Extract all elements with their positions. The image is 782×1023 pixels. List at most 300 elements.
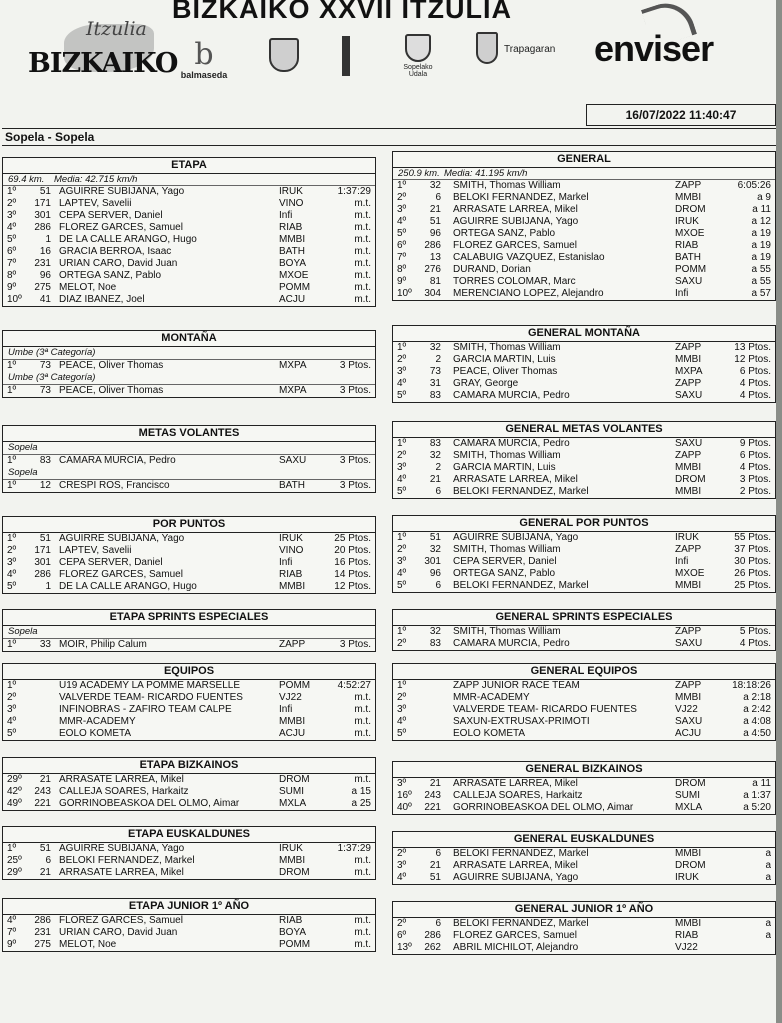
rider-name: AGUIRRE SUBIJANA, Yago	[59, 533, 185, 544]
table-title: ETAPA BIZKAINOS	[3, 758, 375, 774]
table-row	[3, 774, 375, 786]
rider-name: LAPTEV, Savelii	[59, 198, 132, 209]
position: 1º	[7, 639, 17, 650]
rider-name: GARCIA MARTIN, Luis	[453, 462, 556, 473]
bib-number: 171	[34, 198, 51, 209]
position: 29º	[7, 774, 22, 785]
result-value: 3 Ptos.	[339, 385, 371, 396]
position: 1º	[7, 385, 17, 396]
table-row	[3, 680, 375, 692]
bib-number: 51	[39, 186, 51, 197]
rider-name: GARCIA MARTIN, Luis	[453, 354, 556, 365]
bib-number: 83	[39, 455, 51, 466]
table-title: ETAPA EUSKALDUNES	[3, 827, 375, 843]
bib-number: 6	[45, 855, 51, 866]
table-row	[3, 557, 375, 569]
result-value: a 25	[351, 798, 371, 809]
table-row	[393, 216, 775, 228]
result-value: 4 Ptos.	[739, 638, 771, 649]
team-code: DROM	[279, 774, 310, 785]
team-code: SUMI	[279, 786, 304, 797]
bib-number: 286	[424, 240, 441, 251]
team-code: RIAB	[675, 930, 699, 941]
position: 10º	[7, 294, 22, 305]
rider-name: ARRASATE LARREA, Mikel	[453, 778, 578, 789]
team-code: POMM	[279, 680, 311, 691]
table-row	[393, 252, 775, 264]
team-code: MMBI	[279, 581, 306, 592]
table-row	[393, 204, 775, 216]
rider-name: AGUIRRE SUBIJANA, Yago	[59, 186, 185, 197]
result-value: 6 Ptos.	[739, 450, 771, 461]
team-code: POMM	[279, 939, 311, 950]
table-row	[3, 282, 375, 294]
rider-name: ARRASATE LARREA, Mikel	[453, 474, 578, 485]
position: 4º	[7, 222, 17, 233]
table-general-metas-volantes	[392, 421, 776, 499]
result-value: 4 Ptos.	[739, 390, 771, 401]
rider-name: LAPTEV, Savelii	[59, 545, 132, 556]
team-code: MMBI	[675, 848, 702, 859]
bib-number: 51	[39, 533, 51, 544]
position: 1º	[7, 533, 17, 544]
bib-number: 16	[39, 246, 51, 257]
table-info	[393, 168, 775, 180]
table-general	[392, 151, 776, 301]
team-code: ZAPP	[675, 180, 702, 191]
table-row	[393, 366, 775, 378]
rider-name: DE LA CALLE ARANGO, Hugo	[59, 581, 197, 592]
table-row	[393, 638, 775, 650]
bib-number: 12	[39, 480, 51, 491]
result-value: a 19	[751, 228, 771, 239]
bib-number: 21	[39, 867, 51, 878]
rider-name: AGUIRRE SUBIJANA, Yago	[59, 843, 185, 854]
rider-name: MOIR, Philip Calum	[59, 639, 147, 650]
position: 13º	[397, 942, 412, 953]
position: 3º	[397, 860, 407, 871]
team-code: MXOE	[675, 568, 705, 579]
rider-name: VALVERDE TEAM- RICARDO FUENTES	[453, 704, 637, 715]
table-row	[393, 848, 775, 860]
team-code: DROM	[675, 860, 706, 871]
position: 1º	[7, 360, 17, 371]
table-row	[393, 930, 775, 942]
bib-number: 301	[34, 210, 51, 221]
result-value: 3 Ptos.	[339, 480, 371, 491]
position: 5º	[397, 728, 407, 739]
balmaseda-b-icon: b	[194, 37, 214, 72]
bib-number: 83	[429, 638, 441, 649]
bib-number: 32	[429, 450, 441, 461]
position: 5º	[397, 580, 407, 591]
team-code: Infi	[279, 557, 293, 568]
table-row	[393, 860, 775, 872]
table-general-por-puntos	[392, 515, 776, 593]
result-value: m.t.	[354, 939, 371, 950]
team-code: SAXU	[675, 276, 703, 287]
result-value: m.t.	[354, 927, 371, 938]
rider-name: TORRES COLOMAR, Marc	[453, 276, 576, 287]
position: 25º	[7, 855, 22, 866]
result-value: 6:05:26	[737, 180, 771, 191]
position: 6º	[7, 246, 17, 257]
team-code: MMBI	[279, 716, 306, 727]
rider-name: ARRASATE LARREA, Mikel	[453, 204, 578, 215]
table-row	[393, 626, 775, 638]
table-row	[3, 186, 375, 198]
table-row	[3, 294, 375, 306]
bib-number: 171	[34, 545, 51, 556]
table-row	[393, 942, 775, 954]
table-general-euskaldunes	[392, 831, 776, 885]
position: 6º	[397, 240, 407, 251]
result-value: a 12	[751, 216, 771, 227]
team-code: ZAPP	[675, 378, 702, 389]
position: 5º	[7, 234, 17, 245]
table-row	[393, 228, 775, 240]
result-value: m.t.	[354, 210, 371, 221]
rider-name: FLOREZ GARCES, Samuel	[453, 930, 577, 941]
rider-name: URIAN CARO, David Juan	[59, 258, 178, 269]
distance: 250.9 km.	[398, 168, 440, 179]
team-code: POMM	[675, 264, 707, 275]
position: 42º	[7, 786, 22, 797]
result-value: a 55	[751, 264, 771, 275]
rider-name: GRACIA BERROA, Isaac	[59, 246, 172, 257]
bib-number: 21	[429, 860, 441, 871]
result-value: a 5:20	[743, 802, 771, 813]
table-info	[3, 174, 375, 186]
result-value: a 11	[752, 204, 771, 215]
rider-name: URIAN CARO, David Juan	[59, 927, 178, 938]
bib-number: 32	[429, 342, 441, 353]
rider-name: EOLO KOMETA	[453, 728, 526, 739]
team-code: DROM	[675, 474, 706, 485]
rider-name: CALABUIG VAZQUEZ, Estanislao	[453, 252, 605, 263]
team-code: MMBI	[675, 486, 702, 497]
position: 2º	[7, 198, 17, 209]
result-value: m.t.	[354, 728, 371, 739]
result-value: a 55	[751, 276, 771, 287]
team-code: RIAB	[675, 240, 699, 251]
table-general-equipos	[392, 663, 776, 741]
position: 1º	[7, 455, 17, 466]
rider-name: MMR-ACADEMY	[453, 692, 530, 703]
rider-name: BELOKI FERNANDEZ, Markel	[59, 855, 195, 866]
bib-number: 6	[435, 580, 441, 591]
rider-name: EOLO KOMETA	[59, 728, 132, 739]
result-value: 4 Ptos.	[739, 462, 771, 473]
rider-name: U19 ACADEMY LA POMME MARSELLE	[59, 680, 240, 691]
bib-number: 301	[34, 557, 51, 568]
result-value: 18:18:26	[732, 680, 771, 691]
position: 2º	[7, 692, 17, 703]
team-code: VJ22	[675, 942, 698, 953]
rider-name: SMITH, Thomas William	[453, 180, 561, 191]
rider-name: ZAPP JUNIOR RACE TEAM	[453, 680, 580, 691]
bib-number: 31	[429, 378, 441, 389]
position: 29º	[7, 867, 22, 878]
result-value: 25 Ptos.	[334, 533, 371, 544]
table-row	[393, 486, 775, 498]
bib-number: 21	[39, 774, 51, 785]
result-value: 12 Ptos.	[734, 354, 771, 365]
average-speed: Media: 42.715 km/h	[54, 174, 138, 185]
table-row	[3, 270, 375, 282]
result-value: a 57	[751, 288, 771, 299]
bib-number: 81	[429, 276, 441, 287]
team-code: ACJU	[675, 728, 702, 739]
rider-name: MELOT, Noe	[59, 282, 117, 293]
table-row	[3, 222, 375, 234]
result-value: m.t.	[354, 716, 371, 727]
table-equipos	[2, 663, 376, 741]
table-row	[3, 692, 375, 704]
position: 3º	[397, 778, 407, 789]
bib-number: 21	[429, 474, 441, 485]
bib-number: 13	[429, 252, 441, 263]
table-row	[3, 569, 375, 581]
position: 2º	[397, 638, 407, 649]
position: 1º	[397, 438, 407, 449]
team-code: MXPA	[279, 385, 307, 396]
table-row	[3, 716, 375, 728]
result-value: a 2:18	[743, 692, 771, 703]
team-code: IRUK	[675, 216, 699, 227]
result-value: 55 Ptos.	[734, 532, 771, 543]
rider-name: ARRASATE LARREA, Mikel	[59, 867, 184, 878]
bib-number: 21	[429, 204, 441, 215]
table-row	[393, 580, 775, 592]
table-etapa-junior	[2, 898, 376, 952]
result-value: 12 Ptos.	[334, 581, 371, 592]
table-row	[3, 385, 375, 397]
team-code: SAXU	[675, 438, 703, 449]
team-code: BATH	[675, 252, 701, 263]
position: 6º	[397, 930, 407, 941]
table-row	[393, 276, 775, 288]
result-value: 3 Ptos.	[339, 360, 371, 371]
table-row	[3, 786, 375, 798]
result-value: 25 Ptos.	[734, 580, 771, 591]
tower-icon	[342, 36, 350, 76]
rider-name: CRESPI ROS, Francisco	[59, 480, 170, 491]
average-speed: Media: 41.195 km/h	[444, 168, 528, 179]
bib-number: 276	[424, 264, 441, 275]
rider-name: FLOREZ GARCES, Samuel	[59, 569, 183, 580]
bib-number: 1	[45, 234, 51, 245]
table-row	[3, 639, 375, 651]
table-row	[393, 450, 775, 462]
team-code: SAXU	[675, 390, 703, 401]
rider-name: ORTEGA SANZ, Pablo	[59, 270, 162, 281]
team-code: SAXU	[675, 638, 703, 649]
result-value: a	[765, 872, 771, 883]
bib-number: 51	[429, 216, 441, 227]
position: 4º	[397, 474, 407, 485]
position: 2º	[397, 450, 407, 461]
bib-number: 286	[424, 930, 441, 941]
rider-name: BELOKI FERNANDEZ, Markel	[453, 918, 589, 929]
table-row	[393, 556, 775, 568]
bib-number: 6	[435, 486, 441, 497]
table-row	[3, 798, 375, 810]
position: 4º	[397, 568, 407, 579]
position: 7º	[7, 927, 17, 938]
team-code: IRUK	[279, 186, 303, 197]
table-etapa	[2, 157, 376, 307]
position: 4º	[7, 569, 17, 580]
table-row	[393, 716, 775, 728]
bib-number: 96	[429, 568, 441, 579]
position: 7º	[7, 258, 17, 269]
result-value: m.t.	[354, 270, 371, 281]
team-code: MXPA	[279, 360, 307, 371]
table-row	[3, 704, 375, 716]
result-value: m.t.	[354, 692, 371, 703]
team-code: RIAB	[279, 569, 303, 580]
crest-shield-icon	[269, 38, 299, 72]
bib-number: 231	[34, 927, 51, 938]
team-code: ACJU	[279, 728, 306, 739]
bib-number: 51	[39, 843, 51, 854]
team-code: MXLA	[675, 802, 703, 813]
rider-name: ARRASATE LARREA, Mikel	[59, 774, 184, 785]
result-value: a 4:50	[743, 728, 771, 739]
rider-name: ORTEGA SANZ, Pablo	[453, 568, 556, 579]
table-title: ETAPA	[3, 158, 375, 174]
brand-logo	[28, 18, 178, 82]
table-general-junior	[392, 901, 776, 955]
bib-number: 2	[435, 462, 441, 473]
position: 2º	[397, 848, 407, 859]
team-code: DROM	[675, 204, 706, 215]
team-code: BOYA	[279, 258, 307, 269]
team-code: DROM	[279, 867, 310, 878]
result-value: a 11	[752, 778, 771, 789]
team-code: ZAPP	[675, 450, 702, 461]
result-value: 13 Ptos.	[734, 342, 771, 353]
team-code: Infi	[675, 556, 689, 567]
trapagaran-shield-icon	[476, 32, 498, 64]
table-general-montana	[392, 325, 776, 403]
result-value: a	[765, 918, 771, 929]
sponsor-tower	[332, 36, 360, 76]
rider-name: CEPA SERVER, Daniel	[59, 557, 163, 568]
bib-number: 83	[429, 390, 441, 401]
brand-logo-script: Itzulia	[86, 18, 147, 40]
rider-name: SMITH, Thomas William	[453, 342, 561, 353]
table-row	[3, 360, 375, 372]
bib-number: 221	[34, 798, 51, 809]
team-code: SAXU	[279, 455, 307, 466]
table-title: GENERAL MONTAÑA	[393, 326, 775, 342]
table-row	[3, 728, 375, 740]
rider-name: AGUIRRE SUBIJANA, Yago	[453, 532, 579, 543]
position: 5º	[7, 728, 17, 739]
result-value: 2 Ptos.	[739, 486, 771, 497]
position: 1º	[7, 186, 17, 197]
rider-name: BELOKI FERNANDEZ, Markel	[453, 192, 589, 203]
page-title: BIZKAIKO XXVII ITZULIA	[172, 0, 513, 24]
result-value: 3 Ptos.	[339, 455, 371, 466]
table-row	[393, 918, 775, 930]
subsection-label: Umbe (3ª Categoría)	[3, 372, 375, 385]
sopela-shield-icon	[405, 34, 431, 62]
bib-number: 6	[435, 918, 441, 929]
bib-number: 33	[39, 639, 51, 650]
rider-name: FLOREZ GARCES, Samuel	[59, 222, 183, 233]
bib-number: 286	[34, 222, 51, 233]
result-value: 3 Ptos.	[739, 474, 771, 485]
result-value: a 19	[751, 240, 771, 251]
bib-number: 286	[34, 915, 51, 926]
table-title: GENERAL	[393, 152, 775, 168]
rider-name: ABRIL MICHILOT, Alejandro	[453, 942, 579, 953]
rider-name: CALLEJA SOARES, Harkaitz	[59, 786, 189, 797]
result-value: m.t.	[354, 855, 371, 866]
position: 1º	[397, 342, 407, 353]
table-row	[3, 927, 375, 939]
result-value: a 2:42	[743, 704, 771, 715]
rider-name: BELOKI FERNANDEZ, Markel	[453, 486, 589, 497]
position: 3º	[397, 462, 407, 473]
rider-name: MERENCIANO LOPEZ, Alejandro	[453, 288, 604, 299]
table-row	[393, 728, 775, 740]
table-row	[393, 192, 775, 204]
rider-name: CAMARA MURCIA, Pedro	[453, 438, 570, 449]
table-por-puntos	[2, 516, 376, 594]
result-value: m.t.	[354, 774, 371, 785]
team-code: MMBI	[675, 192, 702, 203]
rider-name: FLOREZ GARCES, Samuel	[59, 915, 183, 926]
rider-name: DIAZ IBAÑEZ, Joel	[59, 294, 145, 305]
distance: 69.4 km.	[8, 174, 45, 185]
position: 1º	[7, 843, 17, 854]
table-etapa-euskaldunes	[2, 826, 376, 880]
team-code: POMM	[279, 282, 311, 293]
team-code: VJ22	[675, 704, 698, 715]
table-row	[393, 390, 775, 402]
table-row	[393, 288, 775, 300]
table-row	[3, 581, 375, 593]
bib-number: 96	[429, 228, 441, 239]
rider-name: ORTEGA SANZ, Pablo	[453, 228, 556, 239]
bib-number: 96	[39, 270, 51, 281]
team-code: VINO	[279, 198, 304, 209]
subsection-label: Sopela	[3, 467, 375, 480]
bib-number: 2	[435, 354, 441, 365]
result-value: a 19	[751, 252, 771, 263]
team-code: MMBI	[675, 354, 702, 365]
brand-logo-main: BIZKAIKO	[28, 48, 178, 79]
bib-number: 221	[424, 802, 441, 813]
table-title: EQUIPOS	[3, 664, 375, 680]
position: 5º	[397, 228, 407, 239]
result-value: 5 Ptos.	[739, 626, 771, 637]
result-value: 37 Ptos.	[734, 544, 771, 555]
result-value: a	[765, 848, 771, 859]
position: 8º	[397, 264, 407, 275]
bib-number: 73	[39, 360, 51, 371]
position: 2º	[397, 544, 407, 555]
result-value: a 15	[351, 786, 371, 797]
rider-name: VALVERDE TEAM- RICARDO FUENTES	[59, 692, 243, 703]
rider-name: DE LA CALLE ARANGO, Hugo	[59, 234, 197, 245]
sponsor-crest	[258, 38, 310, 74]
rider-name: MMR-ACADEMY	[59, 716, 136, 727]
